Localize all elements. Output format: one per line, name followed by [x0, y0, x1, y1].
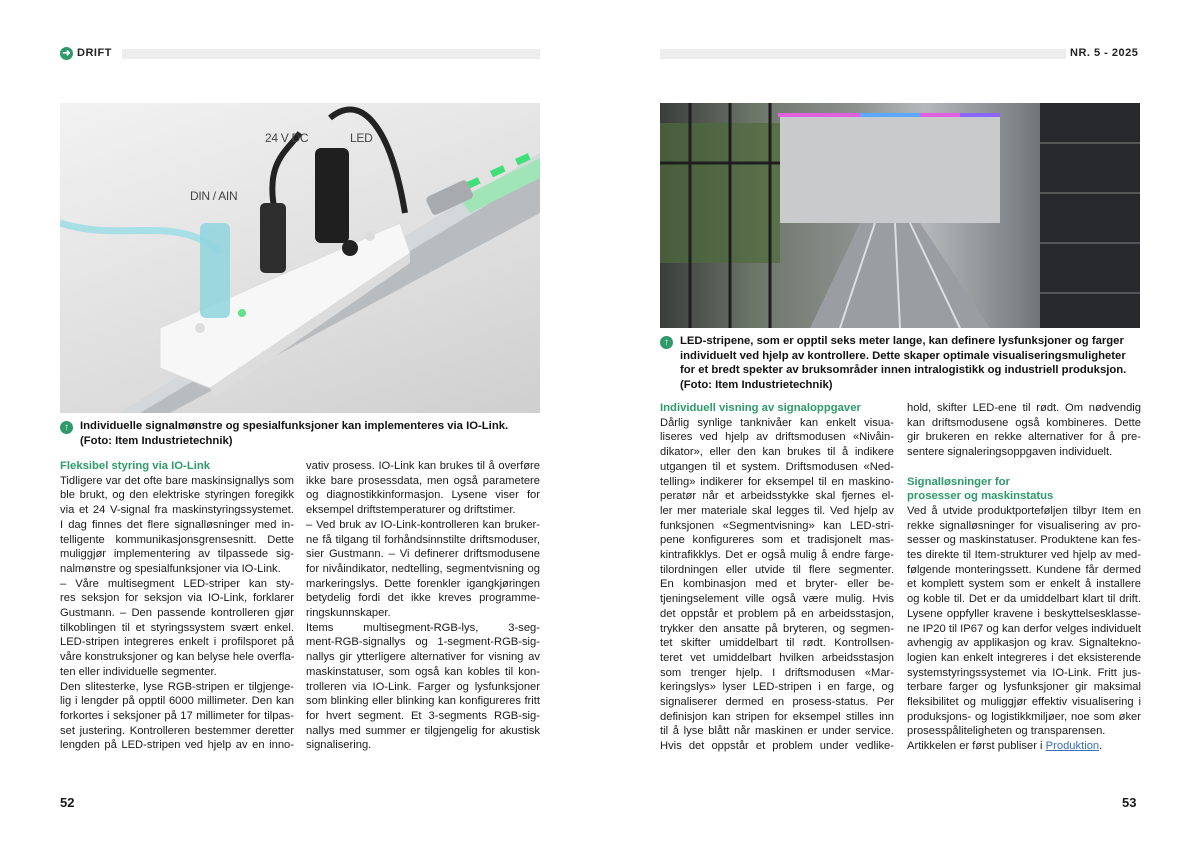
spacer: [907, 460, 1141, 475]
text-line: nallys gir ytterligere alternativer for visning av: [306, 651, 540, 664]
caption-line: (Foto: Item Industrietechnik): [680, 378, 833, 391]
paragraph: [306, 459, 540, 518]
text-line: LED-stripen integreres enkelt i profilsporet på: [60, 636, 294, 649]
text-line: tilkoblingen til et styringssystem svært enkel.: [60, 621, 294, 634]
text-line: definisjon kan stripen for eksempel stilles inn: [660, 710, 894, 723]
paragraph: [907, 401, 1141, 460]
text-line: sier Gustmann. – Vi definerer driftsmodusene: [306, 548, 540, 561]
text-line: muliggjør implementering av tilpassede sig-: [60, 548, 294, 561]
text-line: signalisering.: [306, 739, 372, 752]
text-line: for nivåindikator, nedtelling, segmentvisning og: [306, 562, 540, 575]
text-line: følgende monteringssett. Kundene får dermed: [907, 563, 1141, 576]
text-line: våre konstruksjoner og kan belyse hele overfla-: [60, 651, 294, 664]
left-photo-caption: [80, 419, 508, 448]
page-number-left: 52: [60, 795, 75, 810]
text-line: Hvis det oppstår et problem under vedlike-: [660, 740, 894, 753]
text-line: til å lyse blått når maskinen er under service.: [660, 725, 894, 738]
issue-label: NR. 5 - 2025: [1070, 47, 1139, 59]
text-line: hold, skifter LED-ene til rødt. Om nødvendig: [907, 402, 1141, 414]
text-line: dikator», eller den kan brukes til å indikere: [660, 446, 894, 459]
article-column-4: [907, 401, 1141, 754]
text-line: ten eller individuelle segmenter.: [60, 665, 217, 678]
text-line: peratør når et arbeidsstykke skal fjernes el-: [660, 490, 894, 503]
text-line: Ved å utvide produktporteføljen tilbyr Item en: [907, 504, 1141, 517]
text-line: nallys med summer er tilgjengelig for akustisk: [306, 724, 540, 737]
paragraph: [306, 621, 540, 753]
section-heading: prosesser og maskinstatus: [907, 490, 1054, 503]
text-line: tes direkte til Item-strukturer ved hjelp av med-: [907, 549, 1141, 562]
caption-line: LED-stripene, som er opptil seks meter lange, kan definere lysfunksjoner og farger: [680, 335, 1124, 347]
text-line: ler mer materiale skal legges til. Ved hjelp av: [660, 504, 894, 517]
text-line: pene konfigureres som et tradisjonelt mas-: [660, 534, 894, 547]
caption-line: individuelt ved hjelp av kontrollere. Dette skaper optimale visualiseringsmuligheter: [680, 349, 1126, 362]
text-line: teret vet umiddelbart hvilken arbeidsstasjon: [660, 651, 894, 664]
text-line: keringslys» lyser LED-stripen i en farge, og: [660, 681, 894, 694]
arrow-up-icon: ↑: [660, 336, 673, 349]
text-line: det oppstår et problem på en arbeidsstasjon,: [660, 607, 894, 620]
text-line: – Ved bruk av IO-Link-kontrolleren kan bruker-: [306, 518, 540, 531]
text-line: produksjons- og logistikkmiljøer, noe som øker: [907, 710, 1141, 723]
text-line: terbare farger og lysfunksjoner gir maksimal: [907, 681, 1141, 694]
source-link[interactable]: Produktion: [1045, 740, 1100, 753]
paragraph: [907, 504, 1141, 739]
text-line: ne IP20 til IP67 og kan derfor velges individuelt: [907, 622, 1141, 635]
text-line: ikke bare prosessdata, men også parametere: [306, 474, 540, 487]
text-line: telligente kommunikasjonsgrensesnitt. Dette: [60, 533, 294, 546]
text-line: – Våre multisegment LED-striper kan sty-: [60, 577, 294, 590]
dc-label: 24 V DC: [265, 131, 309, 145]
text-line: betydelig fordi det ikke kreves programme-: [306, 592, 540, 605]
text-line: et komplett system som er enkelt å installere: [907, 578, 1141, 591]
text-line: sesser og maskinstatuser. Produktene kan fes-: [907, 534, 1141, 547]
text-line: maskinstatuser, som også kan kobles til kon-: [306, 665, 540, 678]
right-photo-caption: [680, 334, 1126, 392]
text-line: set justering. Kontrolleren bestemmer deretter: [60, 724, 294, 737]
text-line: avhengig av applikasjon og krav. Signaltekno-: [907, 637, 1141, 650]
controller-illustration: [60, 103, 540, 413]
text-line: forkortes i seksjoner på 17 millimeter for tilpas-: [60, 709, 294, 722]
arrow-up-icon: ↑: [60, 421, 73, 434]
text-line: Lysene oppfyller kravene i beskyttelsesklasse-: [907, 607, 1141, 620]
text-line: sentere signaleringsoppgaven individuelt.: [907, 446, 1113, 459]
article-column-1: [60, 459, 294, 753]
caption-line: Individuelle signalmønstre og spesialfunksjoner kan implementeres via IO-Link.: [80, 420, 509, 432]
paragraph: [60, 474, 294, 577]
text-line: prosesspåliteligheten og transparensen.: [907, 725, 1106, 738]
text-line: tet skifter umiddelbart til rødt. Kontrollsen-: [660, 637, 894, 650]
text-line: Dårlig synlige tanknivåer kan enkelt visua-: [660, 416, 894, 429]
text-line: systemstyringssystemet via IO-Link. Fritt jus-: [907, 666, 1141, 679]
text-line: ne få tilgang til forhåndsinnstilte driftsmoduser,: [306, 533, 540, 546]
led-label: LED: [350, 131, 373, 145]
source-suffix: .: [1099, 740, 1103, 753]
text-line: Tidligere var det ofte bare maskinsignallys som: [60, 474, 294, 487]
text-line: trolleren via IO-Link. Farger og lysfunksjoner: [306, 680, 540, 693]
caption-line: (Foto: Item Industrietechnik): [80, 434, 233, 447]
text-line: Den slitesterke, lyse RGB-stripen er tilgjenge-: [60, 680, 294, 693]
section-heading: Individuell visning av signaloppgaver: [660, 402, 861, 414]
text-line: signaliserer dermed en prosess-status. Per: [660, 696, 894, 709]
source-prefix: Artikkelen er først publiser i: [907, 740, 1046, 753]
text-line: ment-RGB-signallys og 1-segment-RGB-sig-: [306, 636, 540, 649]
text-line: ble brukt, og den elektriske styringen foregikk: [60, 489, 294, 502]
text-line: trykker den ansatte på bryteren, og segmen-: [660, 622, 894, 635]
paragraph: [660, 416, 894, 754]
article-column-3: [660, 401, 894, 754]
article-column-2: [306, 459, 540, 753]
warehouse-illustration: [660, 103, 1140, 328]
text-line: utgangen til et system. Driftsmodusen «Ned-: [660, 460, 894, 473]
text-line: telling» indikerer for eksempel til en maskino-: [660, 475, 894, 488]
caption-line: for et bredt spekter av bruksområder innen intralogistikk og industriell produksjon.: [680, 364, 1127, 377]
text-line: lig i lengder på opptil 6000 millimeter. Den kan: [60, 695, 294, 708]
text-line: nalmønstre og spesialfunksjoner via IO-Link.: [60, 562, 281, 575]
text-line: markeringslys. Dette forenkler igangkjøringen: [306, 577, 540, 590]
text-line: og diagnostikkinformasjon. Lysene viser for: [306, 489, 540, 502]
text-line: som blinking eller blinking kan konfigureres fritt: [306, 695, 540, 708]
arrow-right-icon: ➜: [60, 47, 73, 60]
section-label: DRIFT: [77, 47, 112, 59]
text-line: kan driftsmodusene også kombineres. Dette: [907, 416, 1141, 429]
paragraph: [60, 680, 294, 754]
text-line: ringskunnskaper.: [306, 607, 391, 620]
text-line: og koble til. Det er da umiddelbart klart til drift.: [907, 593, 1141, 606]
text-line: eksempel driftstemperaturer og driftstimer.: [306, 504, 516, 517]
text-line: rekke signalløsninger for visualisering av pro-: [907, 519, 1141, 532]
header-bar: [660, 49, 1066, 59]
text-line: Gustmann. – Den passende kontrolleren gjør: [60, 607, 294, 620]
text-line: som trenger hjelp. I driftsmodusen «Mar-: [660, 666, 894, 679]
paragraph: [60, 577, 294, 680]
text-line: gir brukeren en rekke alternativer for å pre-: [907, 431, 1141, 444]
text-line: lengden på LED-stripen ved hjelp av en inno-: [60, 739, 294, 752]
page-number-right: 53: [1122, 795, 1137, 810]
paragraph: [306, 518, 540, 621]
text-line: En kombinasjon med et bryter- eller be-: [660, 578, 894, 591]
text-line: tilordningen eller utvide til flere segmenter.: [660, 563, 894, 576]
text-line: via et 24 V-signal fra maskinstyringssystemet.: [60, 504, 294, 517]
text-line: Items multisegment-RGB-lys, 3-seg-: [306, 621, 540, 634]
text-line: vativ prosess. IO-Link kan brukes til å overføre: [306, 460, 540, 472]
section-heading: Fleksibel styring via IO-Link: [60, 460, 211, 472]
text-line: tjeningselement ville også være mulig. Hvis: [660, 593, 894, 606]
warehouse-photo: [660, 103, 1140, 328]
text-line: res seksjon for seksjon via IO-Link, forklarer: [60, 592, 294, 605]
text-line: kintrafikklys. Det er også mulig å endre farge-: [660, 549, 894, 562]
text-line: funksjonen «Segmentvisning» kan LED-stri-: [660, 519, 894, 532]
din-label: DIN / AIN: [190, 189, 238, 203]
text-line: for hvert segment. Et 3-segments RGB-sig-: [306, 709, 540, 722]
controller-photo: [60, 103, 540, 413]
header-bar: [122, 49, 540, 59]
section-heading: Signalløsninger for: [907, 475, 1010, 488]
source-note: [907, 739, 1141, 754]
text-line: fleksibilitet og muliggjør effektiv visualisering i: [907, 696, 1141, 709]
text-line: I dag finnes det flere signalløsninger med in-: [60, 518, 294, 531]
text-line: logien kan enkelt integreres i det eksisterende: [907, 651, 1141, 664]
text-line: liseres ved hjelp av driftsmodusen «Nivåin-: [660, 431, 894, 444]
